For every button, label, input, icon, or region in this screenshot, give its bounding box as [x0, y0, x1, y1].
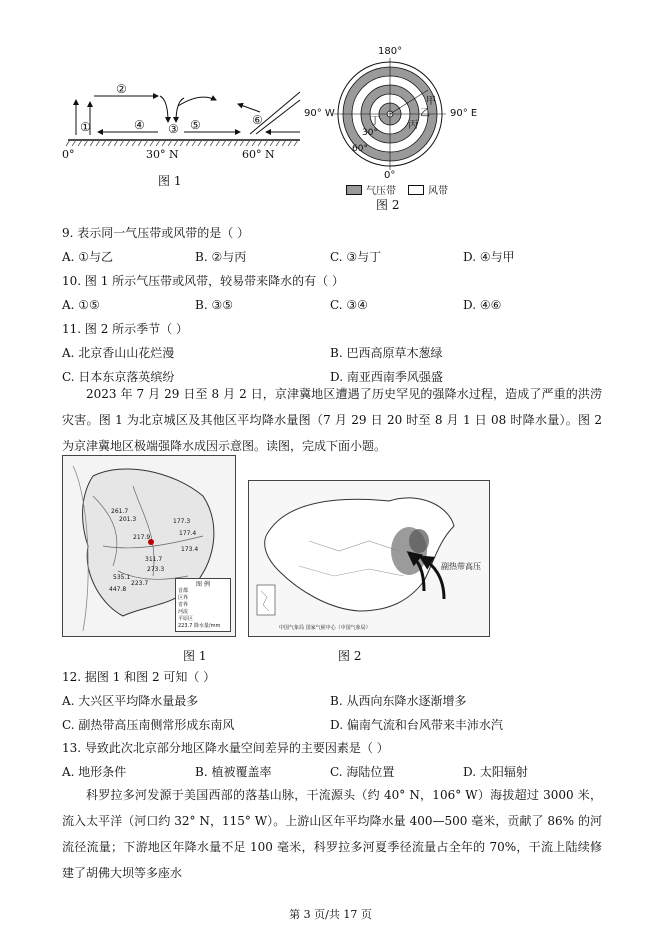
map2-credit: 中国气象局 国家气候中心（中国气象局） — [279, 625, 371, 631]
q9-option-c[interactable]: C. ③与丁 — [330, 250, 382, 264]
legend-pressure-swatch — [346, 185, 362, 195]
map1-legend-item: 平原区 — [178, 616, 194, 622]
map1-value: 177.3 — [173, 518, 191, 525]
q9-option-b[interactable]: B. ②与丙 — [195, 250, 247, 264]
fig1-label-2: ② — [116, 82, 127, 96]
fig1-label-3: ③ — [168, 122, 179, 136]
figure-1-wind-belt-diagram — [60, 70, 310, 190]
q13-option-c[interactable]: C. 海陆位置 — [330, 765, 395, 779]
fig2-ring-bing: 丙 — [408, 120, 418, 131]
question-10-stem: 10. 图 1 所示气压带或风带，较易带来降水的有（ ） — [62, 274, 344, 288]
q12-option-a[interactable]: A. 大兴区平均降水量最多 — [62, 694, 199, 708]
map1-legend-item: 区界 — [178, 595, 189, 601]
map1-value: 223.7 — [131, 580, 149, 587]
map-1-beijing-rainfall — [62, 455, 236, 637]
fig2-legend — [346, 182, 448, 197]
question-12-stem: 12. 据图 1 和图 2 可知（ ） — [62, 670, 216, 684]
q11-option-a[interactable]: A. 北京香山山花烂漫 — [62, 346, 175, 360]
map-2-outline — [249, 481, 489, 636]
fig2-lat-60: 60° — [352, 144, 368, 154]
q11-option-b[interactable]: B. 巴西高原草木葱绿 — [330, 346, 443, 360]
fig2-left-90w: 90° W — [304, 108, 335, 119]
question-9-stem: 9. 表示同一气压带或风带的是（ ） — [62, 226, 250, 240]
fig2-ring-jia: 甲 — [426, 96, 436, 107]
map1-value: 535.1 — [113, 574, 131, 581]
passage-colorado-river: 科罗拉多河发源于美国西部的落基山脉，干流源头（约 40° N，106° W）海拔超过 3000 米，流入太平洋（河口约 32° N，115° W）。上游山区年平均降水量 400—500 毫米，贡献了 86% 的河流径流量；下游地区年降水量不足 100 毫米，科罗拉多河夏季径流量占全年的 70%，干流上陆续修建了胡佛大坝等多座水 — [62, 788, 602, 880]
q12-option-c[interactable]: C. 副热带高压南侧常形成东南风 — [62, 718, 235, 732]
map1-value: 177.4 — [179, 530, 197, 537]
map1-legend — [175, 578, 231, 632]
map1-value: 173.4 — [181, 546, 199, 553]
legend-pressure-label: 气压带 — [366, 186, 396, 197]
legend-wind-label: 风带 — [428, 186, 448, 197]
q10-option-d[interactable]: D. ④⑥ — [463, 298, 502, 312]
fig2-top-180: 180° — [378, 46, 403, 57]
map2-subtropical-high-label: 副热带高压 — [441, 562, 481, 571]
fig2-ring-ding: 丁 — [370, 116, 380, 127]
q13-option-b[interactable]: B. 植被覆盖率 — [195, 765, 272, 779]
fig1-label-5: ⑤ — [190, 118, 201, 132]
q10-option-b[interactable]: B. ③⑤ — [195, 298, 233, 312]
map1-value: 201.3 — [119, 516, 137, 523]
map1-value: 447.8 — [109, 586, 127, 593]
figure-2-caption: 图 2 — [376, 198, 400, 212]
q9-option-d[interactable]: D. ④与甲 — [463, 250, 515, 264]
q10-option-a[interactable]: A. ①⑤ — [62, 298, 100, 312]
map1-value: 261.7 — [111, 508, 129, 515]
map1-value: 217.9 — [133, 534, 151, 541]
map1-legend-item: 省界 — [178, 602, 189, 608]
legend-wind-swatch — [408, 185, 424, 195]
map-2-caption: 图 2 — [338, 649, 362, 663]
fig2-right-90e: 90° E — [450, 108, 478, 119]
q12-option-d[interactable]: D. 偏南气流和台风带来丰沛水汽 — [330, 718, 503, 732]
question-13-stem: 13. 导致此次北京部分地区降水量空间差异的主要因素是（ ） — [62, 741, 389, 755]
fig1-label-6: ⑥ — [252, 113, 263, 127]
fig2-lat-30: 30° — [362, 128, 378, 138]
q11-option-c[interactable]: C. 日本东京落英缤纷 — [62, 370, 175, 384]
passage-beijing-rainstorm: 2023 年 7 月 29 日至 8 月 2 日，京津冀地区遭遇了历史罕见的强降水过程，造成了严重的洪涝灾害。图 1 为北京城区及其他区平均降水量图（7 月 29 日 20 时至 8 月 1 日 08 时降水量）。图 2 为京津冀地区极端强降水成因示意图。读图，完成下面小题。 — [62, 387, 602, 453]
fig1-lat-0: 0° — [62, 148, 75, 161]
map1-value: 273.3 — [147, 566, 165, 573]
q9-option-a[interactable]: A. ①与乙 — [62, 250, 114, 264]
fig2-bottom-0: 0° — [384, 170, 396, 181]
figure-1-caption: 图 1 — [158, 174, 182, 188]
q12-option-b[interactable]: B. 从西向东降水逐渐增多 — [330, 694, 467, 708]
map1-value: 311.7 — [145, 556, 163, 563]
fig1-label-1: ① — [80, 120, 91, 134]
question-11-stem: 11. 图 2 所示季节（ ） — [62, 322, 188, 336]
q10-option-c[interactable]: C. ③④ — [330, 298, 368, 312]
map1-legend-title: 图 例 — [196, 581, 210, 588]
fig1-lat-60: 60° N — [242, 148, 275, 161]
map-2-extreme-rain-causes — [248, 480, 490, 637]
map-1-caption: 图 1 — [183, 649, 207, 663]
map1-legend-item: 首都 — [178, 588, 189, 594]
map1-legend-item: 223.7 降水量/mm — [178, 623, 221, 629]
map1-legend-item: 河流 — [178, 609, 189, 615]
page-number-footer: 第 3 页/共 17 页 — [289, 908, 372, 921]
fig1-lat-30: 30° N — [146, 148, 179, 161]
figure-2-polar-belts — [330, 50, 460, 180]
fig2-ring-yi: 乙 — [420, 108, 430, 119]
q13-option-a[interactable]: A. 地形条件 — [62, 765, 127, 779]
q11-option-d[interactable]: D. 南亚西南季风强盛 — [330, 370, 443, 384]
fig1-label-4: ④ — [134, 118, 145, 132]
q13-option-d[interactable]: D. 太阳辐射 — [463, 765, 528, 779]
